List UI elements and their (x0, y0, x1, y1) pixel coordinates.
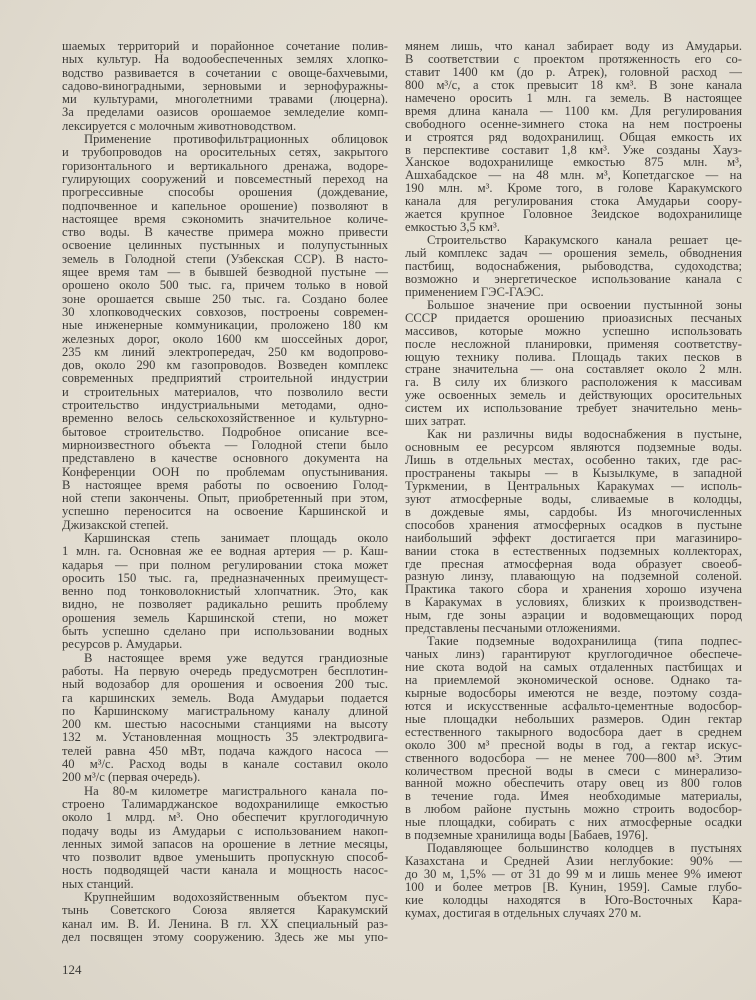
text-line: ство воды. В качестве примера можно привести (62, 225, 388, 240)
text-line: Применение противофильтрационных облицовок (84, 132, 388, 147)
text-line: Казахстана и Средней Азии неглубокие: 90% — (405, 854, 742, 869)
text-line: ственного водосбора — не менее 700—800 м³. Этим (405, 750, 742, 765)
text-line: время длина канала — 1100 км. Для регулирования (405, 103, 742, 118)
text-line: строительство индустриальными методами, одно- (62, 398, 388, 413)
text-line: видно, не позволяет радикально решить проблему (62, 597, 388, 612)
text-line: В настоящее время уже ведутся грандиозные (84, 650, 388, 665)
text-line: Такие подземные водохранилища (типа подпес- (427, 634, 742, 649)
text-line: в Каракумах в условиях, близких к производствен- (405, 595, 742, 610)
text-line: представлено в качестве основного документа на (62, 451, 388, 466)
paragraph (62, 532, 388, 652)
text-line: успешно переносится на освоение Каршинской и (62, 504, 388, 519)
text-line: где пресная атмосферная вода образует своеоб- (405, 556, 742, 571)
text-line: ющую технику полива. Площадь таких песков в (405, 349, 742, 364)
text-line: телей равна 450 мВт, подача каждого насоса — (62, 743, 388, 758)
text-line: 40 м³/с. Расход воды в канале составил около (62, 757, 388, 772)
text-line: 1 млн. га. Основная же ее водная артерия — р. Каш- (62, 544, 388, 559)
right-text-column (405, 40, 742, 920)
text-line: в подземные хранилища воды [Бабаев, 1976]. (405, 828, 649, 843)
text-line: ным, где зоны аэрации и водовмещающих пород (405, 608, 742, 623)
text-line: ящее время там — в бывшей безводной пустыне — (62, 265, 388, 280)
text-line: наибольший эффект достигается при магазиниро- (405, 530, 742, 545)
text-line: ность подводящей части канала и мощность насос- (62, 863, 388, 878)
paragraph (62, 133, 388, 532)
paragraph (62, 40, 388, 133)
text-line: гулирующих сооружений и повсеместный переход на (62, 171, 388, 186)
left-text-column (62, 40, 388, 944)
paragraph (62, 891, 388, 944)
text-line: ние скота водой на самых отдаленных пастбищах и (405, 660, 742, 674)
text-line: га. В силу их близкого расположения к массивам (405, 375, 742, 390)
text-line: зоне орошается свыше 250 тыс. га. Создано более (62, 291, 388, 306)
text-line: Практика такого сбора и хранения хорошо изучена (405, 582, 742, 597)
text-line: 800 м³/с, а сток превысит 18 км³. В зоне канала (405, 77, 742, 92)
text-line: земель в Голодной степи (Узбекская ССР). В насто- (62, 251, 388, 266)
text-line: В настоящее время работы по освоению Голод- (62, 477, 388, 492)
text-line: СССР придается орошению приоазисных песчаных (405, 310, 742, 325)
text-line: мирноизвестного объекта — Голодной степи было (62, 437, 388, 452)
text-line: ставит 1400 км (до р. Атрек), головной расход — (405, 64, 742, 79)
text-line: ми культурами, многолетними травами (люцерна). (62, 92, 388, 107)
text-line: За пределами оазисов орошаемое земледелие комп- (62, 105, 388, 120)
text-line: кумах, достигая в отдельных случаях 270 м. (405, 905, 642, 920)
paragraph (62, 652, 388, 785)
text-line: Как ни различны виды водоснабжения в пустыне, (427, 427, 742, 442)
text-line: применением ГЭС-ГАЭС. (405, 284, 544, 299)
text-line: 30 хлопководческих совхозов, построены современ- (62, 304, 388, 319)
text-line: орошено около 500 тыс. га, причем только в новой (62, 278, 388, 293)
text-line: работы. На первую очередь предусмотрен бесплотин- (62, 663, 388, 678)
text-line: и строятся ряд водохранилищ. Общая емкость их (405, 129, 742, 144)
text-line: венно под тонковолокнистый хлопчатник. Это, как (62, 584, 388, 599)
text-line: способов хранения атмосферных осадков в пустыне (405, 517, 742, 532)
text-line: Подавляющее большинство колодцев в пустынях (427, 841, 742, 856)
text-line: орошения земель Каршинской степи, но может (62, 610, 388, 625)
text-line: 200 км. шестью насосными станциями на высоту (62, 717, 388, 732)
text-line: дел посвящен этому сооружению. Здесь же мы упо- (62, 929, 388, 944)
text-line: настоящее время сэкономить значительное количе- (62, 211, 388, 226)
text-line: 200 м³/с (первая очередь). (62, 770, 201, 785)
text-line: на приемлемой экономической основе. Однако та- (405, 672, 742, 687)
text-line: строено Талимарджанское водохранилище емкостью (62, 796, 388, 811)
text-line: возможно и энергетическое использование канала с (405, 271, 742, 286)
text-line: быть успешно сделано при использовании водных (62, 624, 388, 639)
text-line: подпочвенное и капельное орошение) позволяют в (62, 198, 388, 213)
text-line: ные площадки небольших размеров. Один гектар (405, 711, 742, 726)
text-line: ванной можно обеспечить отару овец из 800 голов (405, 776, 742, 791)
text-line: ленных зимой запасов на орошение в летние месяцы, (62, 836, 388, 851)
paragraph (405, 234, 742, 299)
text-line: основным ее ресурсом являются подземные воды. (405, 440, 742, 455)
text-line: садово-виноградными, зерновыми и зернофуражны- (62, 78, 388, 93)
text-line: около 1 млрд. м³. Оно обеспечит круглогодичную (62, 810, 388, 825)
text-line: ные площадки, собирать с них атмосферные осадки (405, 815, 742, 830)
text-line: подачу воды из Амударьи с использованием накоп- (62, 823, 388, 838)
text-line: систем их использование требует значительно мень- (405, 401, 742, 416)
paragraph (405, 842, 742, 920)
text-line: бытовое строительство. Подробное описание все- (62, 424, 388, 439)
text-line: ные инженерные коммуникации, проложено 180 км (62, 318, 388, 333)
text-line: Ашхабадское — на 48 млн. м³, Копетдагское — на (405, 168, 742, 183)
text-line: в течение года. Имея необходимые материалы, (405, 789, 742, 804)
text-line: в дождевые ямы, сардобы. Из многочисленных (405, 504, 742, 519)
text-line: ный водозабор для орошения и освоения 200 тыс. (62, 677, 388, 692)
text-line: Каршинская степь занимает площадь около (84, 530, 388, 545)
text-line: свободного осенне-зимнего стока на нем построены (405, 116, 742, 131)
text-line: емкостью 3,5 км³. (405, 220, 500, 235)
text-line: 132 м. Установленная мощность 35 электродвига- (62, 730, 388, 745)
text-line: кие колодцы находятся в Юго-Восточных Кара- (405, 892, 742, 907)
text-line: канала для регулирования стока Амударьи соору- (405, 194, 742, 209)
text-line: в любом районе пустынь можно строить водосбор- (405, 802, 742, 817)
text-line: горизонтального и вертикального дренажа, водоре- (62, 158, 388, 173)
text-line: по Каршинскому магистральному каналу длиной (62, 703, 388, 718)
text-line: В соответствии с проектом протяженность его со- (405, 51, 742, 66)
text-line: стране значительна — она составляет около 2 млн. (405, 362, 742, 377)
text-line: кырные водосборы имеются не везде, поэтому созда- (405, 685, 742, 700)
text-line: освоение целинных пустынных и полупустынных (62, 238, 388, 253)
text-line: ресурсов р. Амударьи. (62, 637, 183, 652)
text-line: лексируется с молочным животноводством. (62, 118, 297, 133)
text-line: га каршинских земель. Вода Амударьи подается (62, 690, 388, 705)
text-line: Конференции ООН по проблемам опустынивания. (62, 464, 388, 479)
text-line: ных станций. (62, 876, 134, 891)
text-line: мянем лишь, что канал забирает воду из Амударьи. (405, 39, 742, 53)
text-line: кадарья — при полном регулировании стока может (62, 557, 388, 572)
text-line: пространены такыры — в Кызылкуме, в западной (405, 465, 742, 480)
text-line: оросить 150 тыс. га, предназначенных преимущест- (62, 570, 388, 585)
text-line: современных предприятий строительной индустрии (62, 371, 388, 386)
text-line: уже освоенных земель и действующих оросительных (405, 388, 742, 403)
paragraph (62, 785, 388, 891)
text-line: лый комплекс задач — орошения земель, обводнения (405, 246, 742, 260)
text-line: после несложной планировки, применяя соответству- (405, 336, 742, 351)
text-line: Лишь в отдельных местах, особенно таких, где рас- (405, 453, 742, 467)
text-line: ших затрат. (405, 414, 467, 429)
text-line: ных культур. На водообеспеченных землях хлопко- (62, 52, 388, 67)
page-number: 124 (62, 962, 82, 977)
text-line: На 80-м километре магистрального канала по- (84, 783, 388, 798)
text-line: Ханское водохранилище емкостью 875 млн. м³, (405, 155, 742, 170)
text-line: ются и искусственные асфальто-цементные водосбор- (405, 698, 742, 713)
text-line: Строительство Каракумского канала решает це- (427, 233, 742, 248)
paragraph (405, 40, 742, 234)
text-line: намечено оросить 1 млн. га земель. В настоящее (405, 90, 742, 105)
text-line: что позволит вдвое уменьшить пропускную способ- (62, 850, 388, 865)
text-line: чаных линз) гарантируют круглогодичное обеспече- (405, 647, 742, 662)
text-line: в перспективе составит 1,8 км³. Уже созданы Хауз- (405, 142, 742, 157)
text-line: до 30 м, 1,5% — от 31 до 99 м и лишь менее 9% имеют (405, 867, 742, 881)
text-line: около 300 м³ пресной воды в год, а гектар искус- (405, 737, 742, 752)
text-line: Туркмении, в Центральных Каракумах — исполь- (405, 478, 742, 493)
text-line: ной степи закончены. Опыт, приобретенный при этом, (62, 491, 388, 506)
text-line: зуют атмосферные воды, сливаемые в колодцы, (405, 491, 742, 506)
paragraph (405, 299, 742, 428)
text-line: Большое значение при освоении пустынной зоны (427, 297, 742, 312)
text-line: дов, около 290 км газопроводов. Возведен комплекс (62, 358, 388, 373)
text-line: естественного такырного водосбора дает в среднем (405, 724, 742, 739)
text-line: Джизакской степей. (62, 517, 169, 532)
text-line: водство развивается в сочетании с овоще-бахчевыми, (62, 65, 388, 80)
paragraph (405, 428, 742, 635)
paragraph (405, 635, 742, 842)
text-line: железных дорог, около 1600 км шоссейных дорог, (62, 331, 388, 346)
text-line: и строительных материалов, что позволило вести (62, 384, 388, 399)
text-line: канал им. В. И. Ленина. В гл. XX специальный раз- (62, 916, 388, 931)
text-line: тынь Советского Союза является Каракумский (62, 903, 388, 918)
text-line: представлены песчаными отложениями. (405, 621, 621, 636)
text-line: 190 млн. м³. Кроме того, в голове Каракумского (405, 181, 742, 196)
text-line: массивов, которые можно успешно использовать (405, 323, 742, 338)
text-line: шаемых территорий и порайонное сочетание полив- (62, 39, 388, 53)
text-line: временно велось сельскохозяйственное и культурно- (62, 411, 388, 426)
text-line: жается крупное Головное Зеидское водохранилище (405, 207, 742, 222)
text-line: Крупнейшим водохозяйственным объектом пус- (84, 890, 388, 904)
text-line: 100 и более метров [В. Кунин, 1959]. Самые глубо- (405, 879, 742, 894)
text-line: и трубопроводов на оросительных сетях, закрытого (62, 145, 388, 160)
text-line: 235 км линий электропередач, 250 км водопрово- (62, 344, 388, 359)
text-line: вании стока в естественных подземных коллекторах, (405, 543, 742, 558)
text-line: количеством пресной воды в смеси с минерализо- (405, 763, 742, 778)
text-line: прогрессивные способы орошения (дождевание, (62, 185, 388, 200)
text-line: пастбищ, водоснабжения, рыбоводства, судоходства; (405, 258, 742, 273)
text-line: разную линзу, плавающую на подземной соленой. (405, 569, 742, 584)
